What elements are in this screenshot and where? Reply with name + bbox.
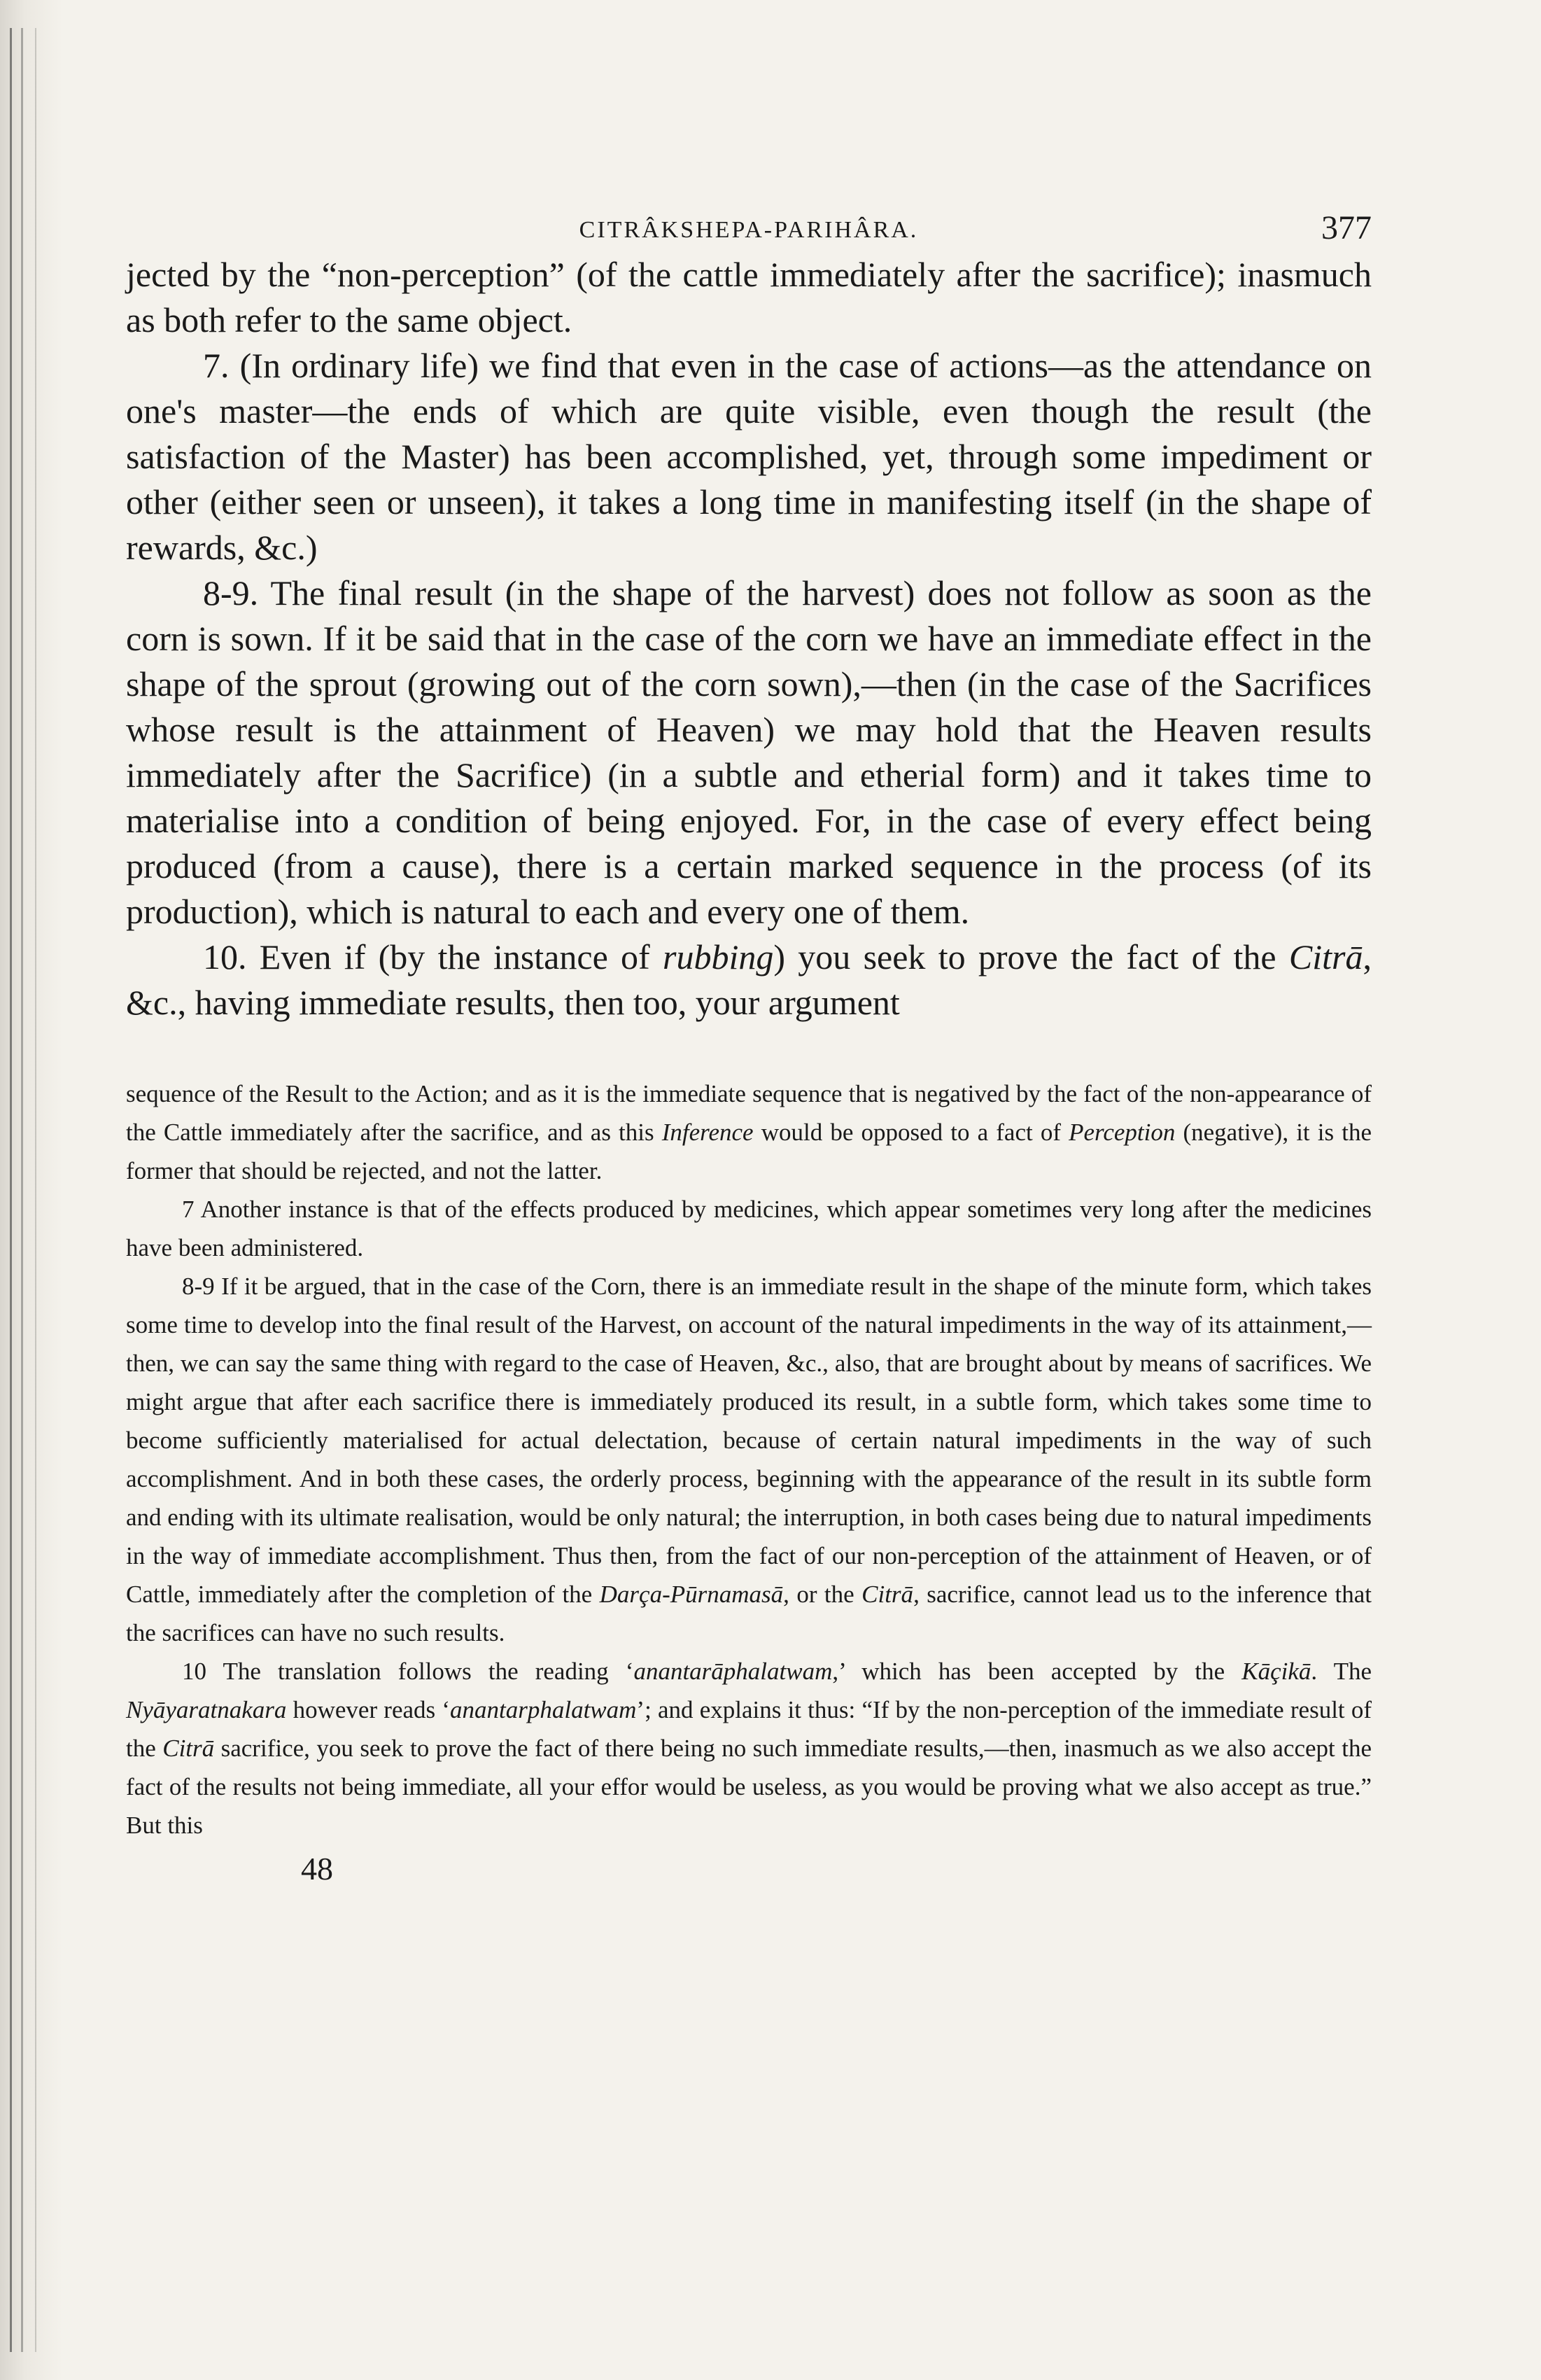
- paragraph-continuation: jected by the “non-perception” (of the cattle immediately after the sacrifice); inasmuch as both refer to the same object.: [126, 255, 1372, 340]
- text-segment: sequence of the Result to the Action; and as it is the immediate sequence that is negatived by the fact of the non-appearance of the Cattle immediately after the sacrifice, and as this: [126, 1080, 1372, 1146]
- italic-term: Citrā: [861, 1581, 914, 1608]
- paragraph-verse-10: [126, 934, 1372, 1026]
- footnotes: [126, 1074, 1372, 1844]
- italic-term: anantarāphalatwam: [633, 1658, 833, 1685]
- text-segment: 10 The translation follows the reading ‘: [182, 1658, 634, 1685]
- text-segment: , sacrifice, cannot lead us to the inference that the sacrifices can have no such results.: [126, 1581, 1372, 1646]
- binding-line: [21, 28, 23, 2352]
- text-segment: . The: [1311, 1658, 1372, 1685]
- italic-term: Nyāyaratnakara: [126, 1696, 287, 1723]
- binding-line: [35, 28, 36, 2352]
- page-header: [126, 175, 1372, 252]
- text-segment: however reads ‘: [286, 1696, 450, 1723]
- main-text: [126, 252, 1372, 1026]
- signature-mark: 48: [301, 1851, 333, 1886]
- italic-term: Inference: [661, 1119, 754, 1146]
- text-segment: 10. Even if (by the instance of: [203, 937, 663, 976]
- italic-term: Citrā: [162, 1735, 215, 1762]
- running-title: CITRÂKSHEPA-PARIHÂRA.: [579, 217, 919, 243]
- text-segment: sacrifice, you seek to prove the fact of there being no such immediate results,—then, inasmuch as we also accept the fact of the results not being immediate, all your effor would be useless, as you would be proving what we also accept as true.” But this: [126, 1735, 1372, 1839]
- footnote-7: 7 Another instance is that of the effects produced by medicines, which appear sometimes very long after the medicines have been administered.: [126, 1196, 1372, 1261]
- paragraph-verse-8-9: 8-9. The final result (in the shape of the harvest) does not follow as soon as the corn is sown. If it be said that in the case of the corn we have an immediate effect in the shape of the sprout (growing out of the corn sown),—then (in the case of the Sacrifices whose result is the attainment of Heaven) we may hold that the Heaven results immediately after the Sacrifice) (in a subtle and etherial form) and it takes time to materialise into a condition of being enjoyed. For, in the case of every effect being produced (from a cause), there is a certain marked sequence in the process (of its production), which is natural to each and every one of them.: [126, 573, 1372, 931]
- text-segment: (negative), it is the former that should be rejected, and not the latter.: [126, 1119, 1372, 1184]
- italic-term: rubbing: [662, 937, 774, 976]
- page-number: 377: [1321, 209, 1372, 246]
- italic-term: Citrā: [1288, 937, 1363, 976]
- text-segment: would be opposed to a fact of: [753, 1119, 1069, 1146]
- italic-term: anantarphalatwam: [450, 1696, 637, 1723]
- italic-term: Perception: [1069, 1119, 1176, 1146]
- text-segment: ’; and explains it thus: “If by the non-perception of the immediate result of the: [126, 1696, 1372, 1762]
- paragraph-verse-7: 7. (In ordinary life) we find that even in the case of actions—as the attendance on one's master—the ends of which are quite visible, even though the result (the satisfaction of the Master) has been accomplished, yet, through some impediment or other (either seen or unseen), it takes a long time in manifesting itself (in the shape of rewards, &c.): [126, 346, 1372, 567]
- text-segment: ) you seek to prove the fact of the: [773, 937, 1289, 976]
- binding-line: [10, 28, 12, 2352]
- text-segment: ,’ which has been accepted by the: [832, 1658, 1242, 1685]
- text-segment: 8-9 If it be argued, that in the case of the Corn, there is an immediate result in the shape of the minute form, which takes some time to develop into the final result of the Harvest, on account of the natural impediments in the way of its attainment,—then, we can say the same thing with regard to the case of Heaven, &c., also, that are brought about by means of sacrifices. We might argue that after each sacrifice there is immediately produced its result, in a subtle form, which takes some time to become sufficiently materialised for actual delectation, because of certain natural impediments in the way of such accomplishment. And in both these cases, the orderly process, beginning with the appearance of the result in its subtle form and ending with its ultimate realisation, would be only natural; the interruption, in both cases being due to natural impediments in the way of immediate accomplishment. Thus then, from the fact of our non-perception of the attainment of Heaven, or of Cattle, immediately after the completion of the: [126, 1273, 1372, 1608]
- text-segment: , or the: [783, 1581, 862, 1608]
- footnote-8-9: [126, 1267, 1372, 1652]
- book-page: [126, 175, 1372, 1887]
- italic-term: Kāçikā: [1241, 1658, 1311, 1685]
- italic-term: Darça-Pūrnamasā: [599, 1581, 784, 1608]
- footnote-continuation: [126, 1074, 1372, 1190]
- text-segment: , &c., having immediate results, then too, your argument: [126, 937, 1372, 1022]
- footnote-10: [126, 1652, 1372, 1844]
